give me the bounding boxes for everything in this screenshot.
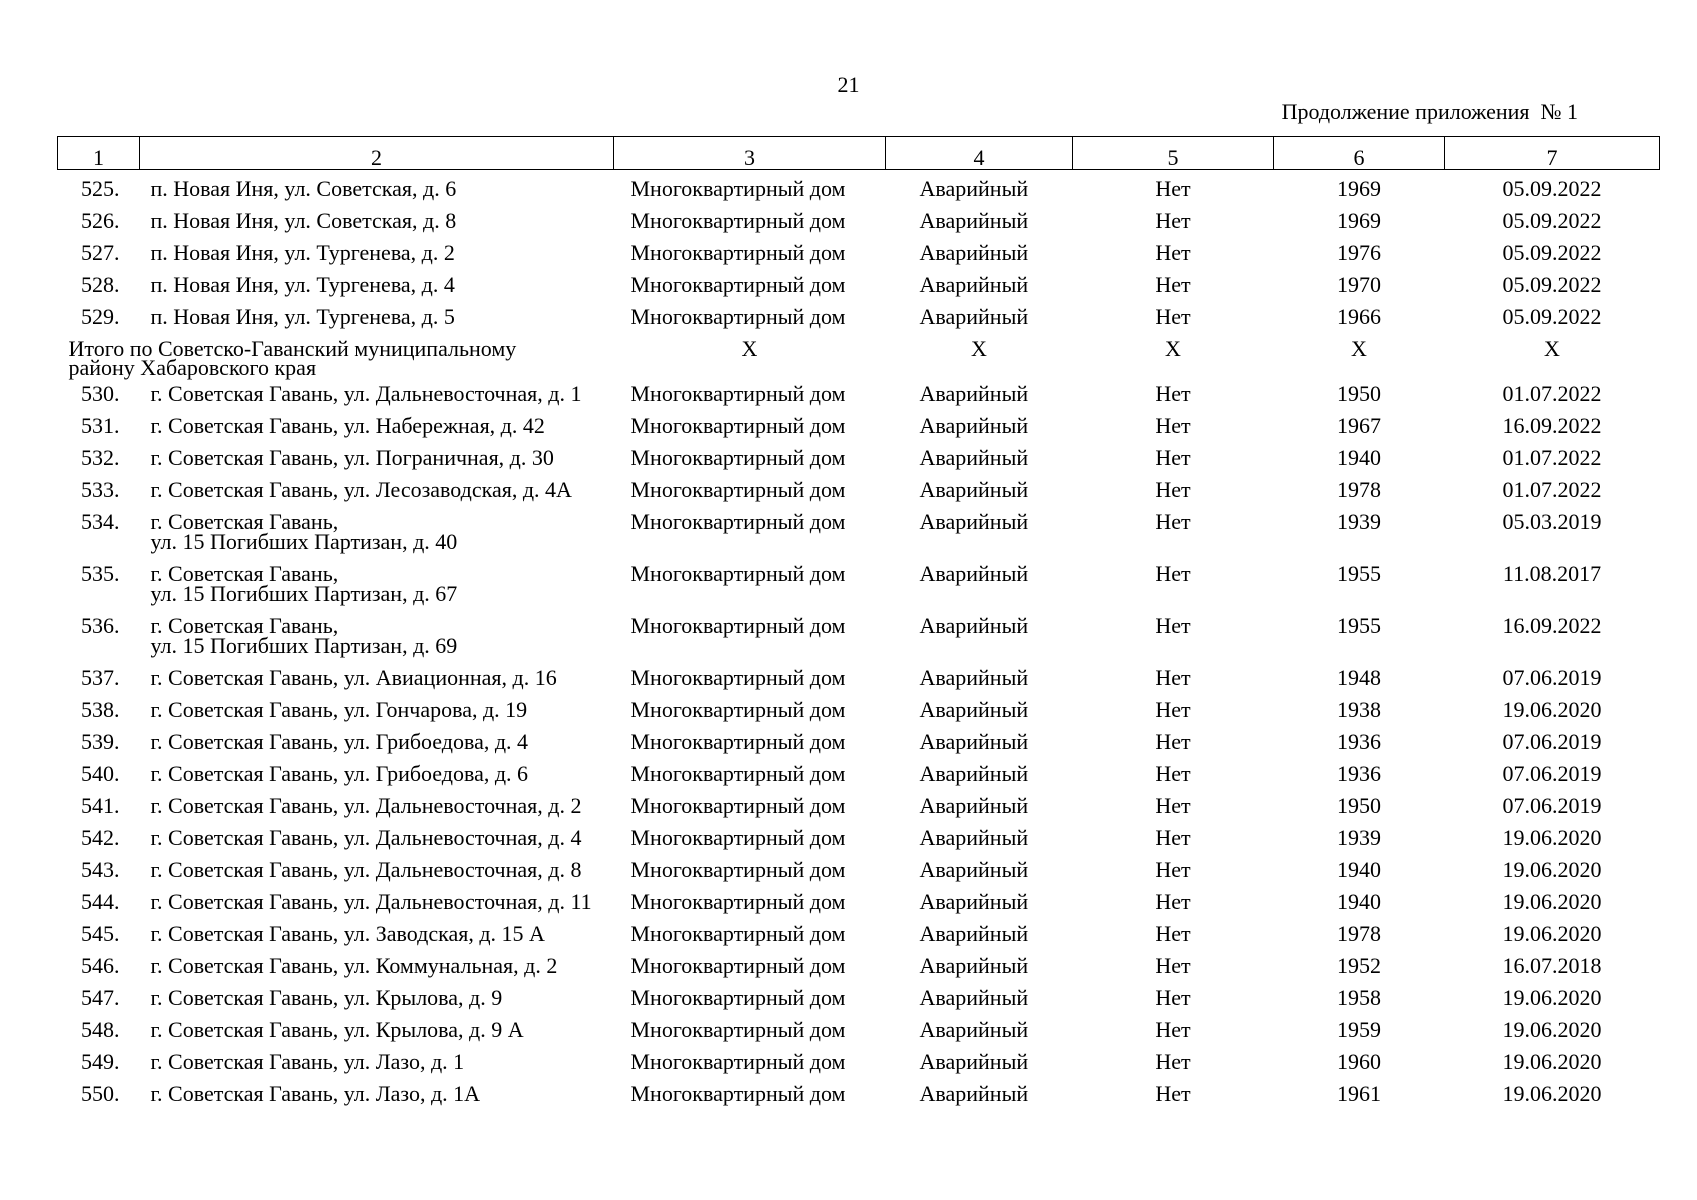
date-cell: 16.09.2022: [1502, 412, 1602, 438]
row-number: 535.: [81, 560, 120, 586]
row-number: 540.: [81, 760, 120, 786]
year-cell: 1936: [1337, 728, 1381, 754]
header-cell: 6: [1274, 137, 1445, 170]
address-cell: [140, 609, 614, 661]
year-cell: 1958: [1337, 984, 1381, 1010]
address-cell: [140, 300, 614, 332]
building-type: Многоквартирный дом: [630, 1080, 846, 1106]
year-cell: 1940: [1337, 888, 1381, 914]
header-cell: 1: [58, 137, 140, 170]
row-number: 538.: [81, 696, 120, 722]
address-line: г. Советская Гавань, ул. Гончарова, д. 19: [150, 696, 528, 722]
row-number: 550.: [81, 1080, 120, 1106]
address-cell: [140, 885, 614, 917]
building-state: Аварийный: [919, 508, 1029, 534]
address-cell: [140, 821, 614, 853]
year-cell: 1938: [1337, 696, 1381, 722]
table-row: [58, 725, 1660, 757]
date-cell: 07.06.2019: [1502, 792, 1602, 818]
date-cell: 05.09.2022: [1502, 207, 1602, 233]
header-cell: 3: [614, 137, 886, 170]
building-type: Многоквартирный дом: [630, 920, 846, 946]
address-line: г. Советская Гавань, ул. Лесозаводская, д. 4А: [150, 476, 572, 502]
building-state: Аварийный: [919, 271, 1029, 297]
date-cell: 11.08.2017: [1502, 560, 1602, 586]
building-state: Аварийный: [919, 303, 1029, 329]
date-cell: 19.06.2020: [1502, 1016, 1602, 1042]
row-number: 544.: [81, 888, 120, 914]
row-number: 539.: [81, 728, 120, 754]
date-cell: 19.06.2020: [1502, 920, 1602, 946]
address-cell: [140, 917, 614, 949]
address-line: г. Советская Гавань, ул. Лазо, д. 1: [150, 1048, 465, 1074]
date-cell: 01.07.2022: [1502, 476, 1602, 502]
table-row: [58, 473, 1660, 505]
row-number: 534.: [81, 508, 120, 534]
flag-cell: Нет: [1155, 856, 1191, 882]
row-number: 547.: [81, 984, 120, 1010]
year-cell: 1936: [1337, 760, 1381, 786]
address-line: г. Советская Гавань,: [150, 612, 339, 638]
building-type: Многоквартирный дом: [630, 760, 846, 786]
building-state: Аварийный: [919, 920, 1029, 946]
row-number: 541.: [81, 792, 120, 818]
building-type: Многоквартирный дом: [630, 952, 846, 978]
building-type: Многоквартирный дом: [630, 560, 846, 586]
address-line: г. Советская Гавань, ул. Заводская, д. 15 А: [150, 920, 545, 946]
address-line: п. Новая Иня, ул. Советская, д. 6: [150, 176, 457, 201]
address-cell: [140, 981, 614, 1013]
table-row: [58, 505, 1660, 557]
row-number: 542.: [81, 824, 120, 850]
flag-cell: Нет: [1155, 476, 1191, 502]
year-cell: 1955: [1337, 612, 1381, 638]
table-row: [58, 853, 1660, 885]
date-cell: 07.06.2019: [1502, 728, 1602, 754]
address-cell: [140, 949, 614, 981]
date-cell: 05.09.2022: [1502, 239, 1602, 265]
address-line: г. Советская Гавань, ул. Авиационная, д. 16: [150, 664, 557, 690]
table-row: [58, 268, 1660, 300]
flag-cell: Нет: [1155, 984, 1191, 1010]
table-row: [58, 885, 1660, 917]
year-cell: 1978: [1337, 476, 1381, 502]
building-state: Аварийный: [919, 664, 1029, 690]
row-number: 529.: [81, 303, 120, 329]
building-type: Многоквартирный дом: [630, 1016, 846, 1042]
header-cell: 7: [1445, 137, 1660, 170]
building-type: Многоквартирный дом: [630, 239, 846, 265]
building-state: Аварийный: [919, 792, 1029, 818]
building-state: Аварийный: [919, 1016, 1029, 1042]
address-cell: [140, 473, 614, 505]
year-cell: 1978: [1337, 920, 1381, 946]
row-number: 545.: [81, 920, 120, 946]
date-cell: 05.03.2019: [1502, 508, 1602, 534]
table-row: [58, 300, 1660, 332]
building-type: Многоквартирный дом: [630, 271, 846, 297]
building-type: Многоквартирный дом: [630, 476, 846, 502]
page-number: 21: [837, 72, 860, 97]
address-cell: [140, 377, 614, 409]
flag-cell: Нет: [1155, 444, 1191, 470]
table-row: [58, 1045, 1660, 1077]
row-number: 526.: [81, 207, 120, 233]
building-type: Многоквартирный дом: [630, 728, 846, 754]
total-label: [58, 332, 614, 380]
date-cell: 07.06.2019: [1502, 664, 1602, 690]
building-type: Многоквартирный дом: [630, 984, 846, 1010]
address-line: г. Советская Гавань,: [150, 560, 339, 586]
address-line: п. Новая Иня, ул. Тургенева, д. 4: [150, 271, 455, 297]
total-label-line-1: Итого по Советско-Гаванский муниципальному: [68, 335, 517, 361]
address-line: г. Советская Гавань, ул. Крылова, д. 9 А: [150, 1016, 524, 1042]
address-line-2: ул. 15 Погибших Партизан, д. 40: [150, 528, 458, 554]
flag-cell: Нет: [1155, 696, 1191, 722]
year-cell: 1950: [1337, 380, 1381, 406]
address-cell: [140, 204, 614, 236]
year-cell: 1955: [1337, 560, 1381, 586]
address-cell: [140, 236, 614, 268]
row-number: 530.: [81, 380, 120, 406]
date-cell: 07.06.2019: [1502, 760, 1602, 786]
year-cell: 1960: [1337, 1048, 1381, 1074]
address-cell: [140, 170, 614, 204]
year-cell: 1939: [1337, 824, 1381, 850]
flag-cell: Нет: [1155, 824, 1191, 850]
table-row: [58, 757, 1660, 789]
building-state: Аварийный: [919, 612, 1029, 638]
year-cell: 1961: [1337, 1080, 1381, 1106]
flag-cell: Нет: [1155, 612, 1191, 638]
address-line: п. Новая Иня, ул. Тургенева, д. 5: [150, 303, 455, 329]
continuation-label: Продолжение приложения № 1: [1281, 99, 1578, 124]
building-state: Аварийный: [919, 444, 1029, 470]
row-number: 548.: [81, 1016, 120, 1042]
address-line: г. Советская Гавань, ул. Дальневосточная, д. 4: [150, 824, 582, 850]
address-cell: [140, 661, 614, 693]
building-state: Аварийный: [919, 824, 1029, 850]
address-line: г. Советская Гавань, ул. Дальневосточная, д. 8: [150, 856, 582, 882]
address-line: г. Советская Гавань, ул. Грибоедова, д. 4: [150, 728, 529, 754]
total-mark: Х: [1351, 335, 1367, 361]
flag-cell: Нет: [1155, 664, 1191, 690]
building-type: Многоквартирный дом: [630, 792, 846, 818]
building-type: Многоквартирный дом: [630, 696, 846, 722]
date-cell: 01.07.2022: [1502, 444, 1602, 470]
table-row: [58, 204, 1660, 236]
address-cell: [140, 441, 614, 473]
row-number: 536.: [81, 612, 120, 638]
year-cell: 1969: [1337, 176, 1381, 201]
address-line: г. Советская Гавань,: [150, 508, 339, 534]
address-cell: [140, 1045, 614, 1077]
building-type: Многоквартирный дом: [630, 176, 846, 201]
flag-cell: Нет: [1155, 508, 1191, 534]
table-row: [58, 170, 1660, 204]
building-state: Аварийный: [919, 207, 1029, 233]
header-cell: 5: [1073, 137, 1274, 170]
flag-cell: Нет: [1155, 1016, 1191, 1042]
total-mark: Х: [1544, 335, 1560, 361]
year-cell: 1970: [1337, 271, 1381, 297]
building-type: Многоквартирный дом: [630, 207, 846, 233]
building-type: Многоквартирный дом: [630, 856, 846, 882]
total-mark: Х: [971, 335, 987, 361]
building-state: Аварийный: [919, 380, 1029, 406]
row-number: 532.: [81, 444, 120, 470]
year-cell: 1940: [1337, 444, 1381, 470]
building-type: Многоквартирный дом: [630, 444, 846, 470]
table-row: [58, 693, 1660, 725]
building-state: Аварийный: [919, 239, 1029, 265]
year-cell: 1939: [1337, 508, 1381, 534]
table-row: [58, 441, 1660, 473]
address-line: г. Советская Гавань, ул. Лазо, д. 1А: [150, 1080, 481, 1106]
table-row: [58, 821, 1660, 853]
building-state: Аварийный: [919, 1048, 1029, 1074]
date-cell: 16.07.2018: [1502, 952, 1602, 978]
building-state: Аварийный: [919, 984, 1029, 1010]
building-state: Аварийный: [919, 412, 1029, 438]
flag-cell: Нет: [1155, 176, 1191, 201]
row-number: 531.: [81, 412, 120, 438]
address-cell: [140, 1077, 614, 1109]
flag-cell: Нет: [1155, 207, 1191, 233]
table-row: [58, 1013, 1660, 1045]
flag-cell: Нет: [1155, 380, 1191, 406]
date-cell: 19.06.2020: [1502, 984, 1602, 1010]
table-row: [58, 789, 1660, 821]
date-cell: 19.06.2020: [1502, 696, 1602, 722]
row-number: 546.: [81, 952, 120, 978]
date-cell: 19.06.2020: [1502, 1048, 1602, 1074]
date-cell: 01.07.2022: [1502, 380, 1602, 406]
year-cell: 1969: [1337, 207, 1381, 233]
building-type: Многоквартирный дом: [630, 412, 846, 438]
address-line-2: ул. 15 Погибших Партизан, д. 67: [150, 580, 458, 606]
address-line: п. Новая Иня, ул. Советская, д. 8: [150, 207, 457, 233]
date-cell: 19.06.2020: [1502, 856, 1602, 882]
building-type: Многоквартирный дом: [630, 508, 846, 534]
building-type: Многоквартирный дом: [630, 888, 846, 914]
total-mark: Х: [1165, 335, 1181, 361]
total-row: [58, 332, 1660, 377]
table-row: [58, 917, 1660, 949]
date-cell: 05.09.2022: [1502, 176, 1602, 201]
building-type: Многоквартирный дом: [630, 380, 846, 406]
address-cell: [140, 853, 614, 885]
table-row: [58, 949, 1660, 981]
row-number: 537.: [81, 664, 120, 690]
building-state: Аварийный: [919, 696, 1029, 722]
address-line: г. Советская Гавань, ул. Дальневосточная, д. 1: [150, 380, 582, 406]
table-row: [58, 236, 1660, 268]
year-cell: 1976: [1337, 239, 1381, 265]
flag-cell: Нет: [1155, 412, 1191, 438]
table-row: [58, 661, 1660, 693]
buildings-table: [57, 136, 1660, 1109]
building-type: Многоквартирный дом: [630, 1048, 846, 1074]
flag-cell: Нет: [1155, 728, 1191, 754]
address-line: п. Новая Иня, ул. Тургенева, д. 2: [150, 239, 455, 265]
date-cell: 19.06.2020: [1502, 824, 1602, 850]
table-row: [58, 409, 1660, 441]
year-cell: 1966: [1337, 303, 1381, 329]
address-cell: [140, 409, 614, 441]
year-cell: 1950: [1337, 792, 1381, 818]
building-state: Аварийный: [919, 176, 1029, 201]
flag-cell: Нет: [1155, 792, 1191, 818]
total-mark: Х: [741, 335, 758, 361]
date-cell: 19.06.2020: [1502, 888, 1602, 914]
year-cell: 1952: [1337, 952, 1381, 978]
building-state: Аварийный: [919, 952, 1029, 978]
address-cell: [140, 268, 614, 300]
building-state: Аварийный: [919, 476, 1029, 502]
row-number: 533.: [81, 476, 120, 502]
date-cell: 05.09.2022: [1502, 303, 1602, 329]
table-row: [58, 609, 1660, 661]
row-number: 527.: [81, 239, 120, 265]
row-number: 525.: [81, 176, 120, 201]
total-label-line-2: району Хабаровского края: [68, 354, 317, 380]
date-cell: 16.09.2022: [1502, 612, 1602, 638]
date-cell: 19.06.2020: [1502, 1080, 1602, 1106]
table-row: [58, 557, 1660, 609]
header-cell: 4: [886, 137, 1073, 170]
building-state: Аварийный: [919, 1080, 1029, 1106]
flag-cell: Нет: [1155, 1080, 1191, 1106]
building-state: Аварийный: [919, 888, 1029, 914]
table-row: [58, 377, 1660, 409]
address-line: г. Советская Гавань, ул. Набережная, д. 42: [150, 412, 545, 438]
flag-cell: Нет: [1155, 920, 1191, 946]
building-type: Многоквартирный дом: [630, 824, 846, 850]
address-cell: [140, 557, 614, 609]
building-state: Аварийный: [919, 760, 1029, 786]
year-cell: 1948: [1337, 664, 1381, 690]
building-state: Аварийный: [919, 560, 1029, 586]
row-number: 543.: [81, 856, 120, 882]
address-cell: [140, 505, 614, 557]
flag-cell: Нет: [1155, 1048, 1191, 1074]
flag-cell: Нет: [1155, 271, 1191, 297]
flag-cell: Нет: [1155, 760, 1191, 786]
building-type: Многоквартирный дом: [630, 612, 846, 638]
flag-cell: Нет: [1155, 303, 1191, 329]
year-cell: 1940: [1337, 856, 1381, 882]
year-cell: 1959: [1337, 1016, 1381, 1042]
building-state: Аварийный: [919, 728, 1029, 754]
table-header-row: [58, 137, 1660, 170]
row-number: 549.: [81, 1048, 120, 1074]
flag-cell: Нет: [1155, 952, 1191, 978]
building-state: Аварийный: [919, 856, 1029, 882]
address-cell: [140, 1013, 614, 1045]
year-cell: 1967: [1337, 412, 1381, 438]
table-row: [58, 1077, 1660, 1109]
header-cell: 2: [140, 137, 614, 170]
building-type: Многоквартирный дом: [630, 664, 846, 690]
address-cell: [140, 789, 614, 821]
address-line-2: ул. 15 Погибших Партизан, д. 69: [150, 632, 458, 658]
address-line: г. Советская Гавань, ул. Коммунальная, д. 2: [150, 952, 558, 978]
table-row: [58, 981, 1660, 1013]
address-cell: [140, 725, 614, 757]
date-cell: 05.09.2022: [1502, 271, 1602, 297]
flag-cell: Нет: [1155, 888, 1191, 914]
address-line: г. Советская Гавань, ул. Пограничная, д. 30: [150, 444, 554, 470]
flag-cell: Нет: [1155, 560, 1191, 586]
address-line: г. Советская Гавань, ул. Грибоедова, д. 6: [150, 760, 529, 786]
address-cell: [140, 757, 614, 789]
address-cell: [140, 693, 614, 725]
address-line: г. Советская Гавань, ул. Дальневосточная, д. 2: [150, 792, 582, 818]
address-line: г. Советская Гавань, ул. Крылова, д. 9: [150, 984, 503, 1010]
flag-cell: Нет: [1155, 239, 1191, 265]
address-line: г. Советская Гавань, ул. Дальневосточная, д. 11: [150, 888, 592, 914]
row-number: 528.: [81, 271, 120, 297]
building-type: Многоквартирный дом: [630, 303, 846, 329]
